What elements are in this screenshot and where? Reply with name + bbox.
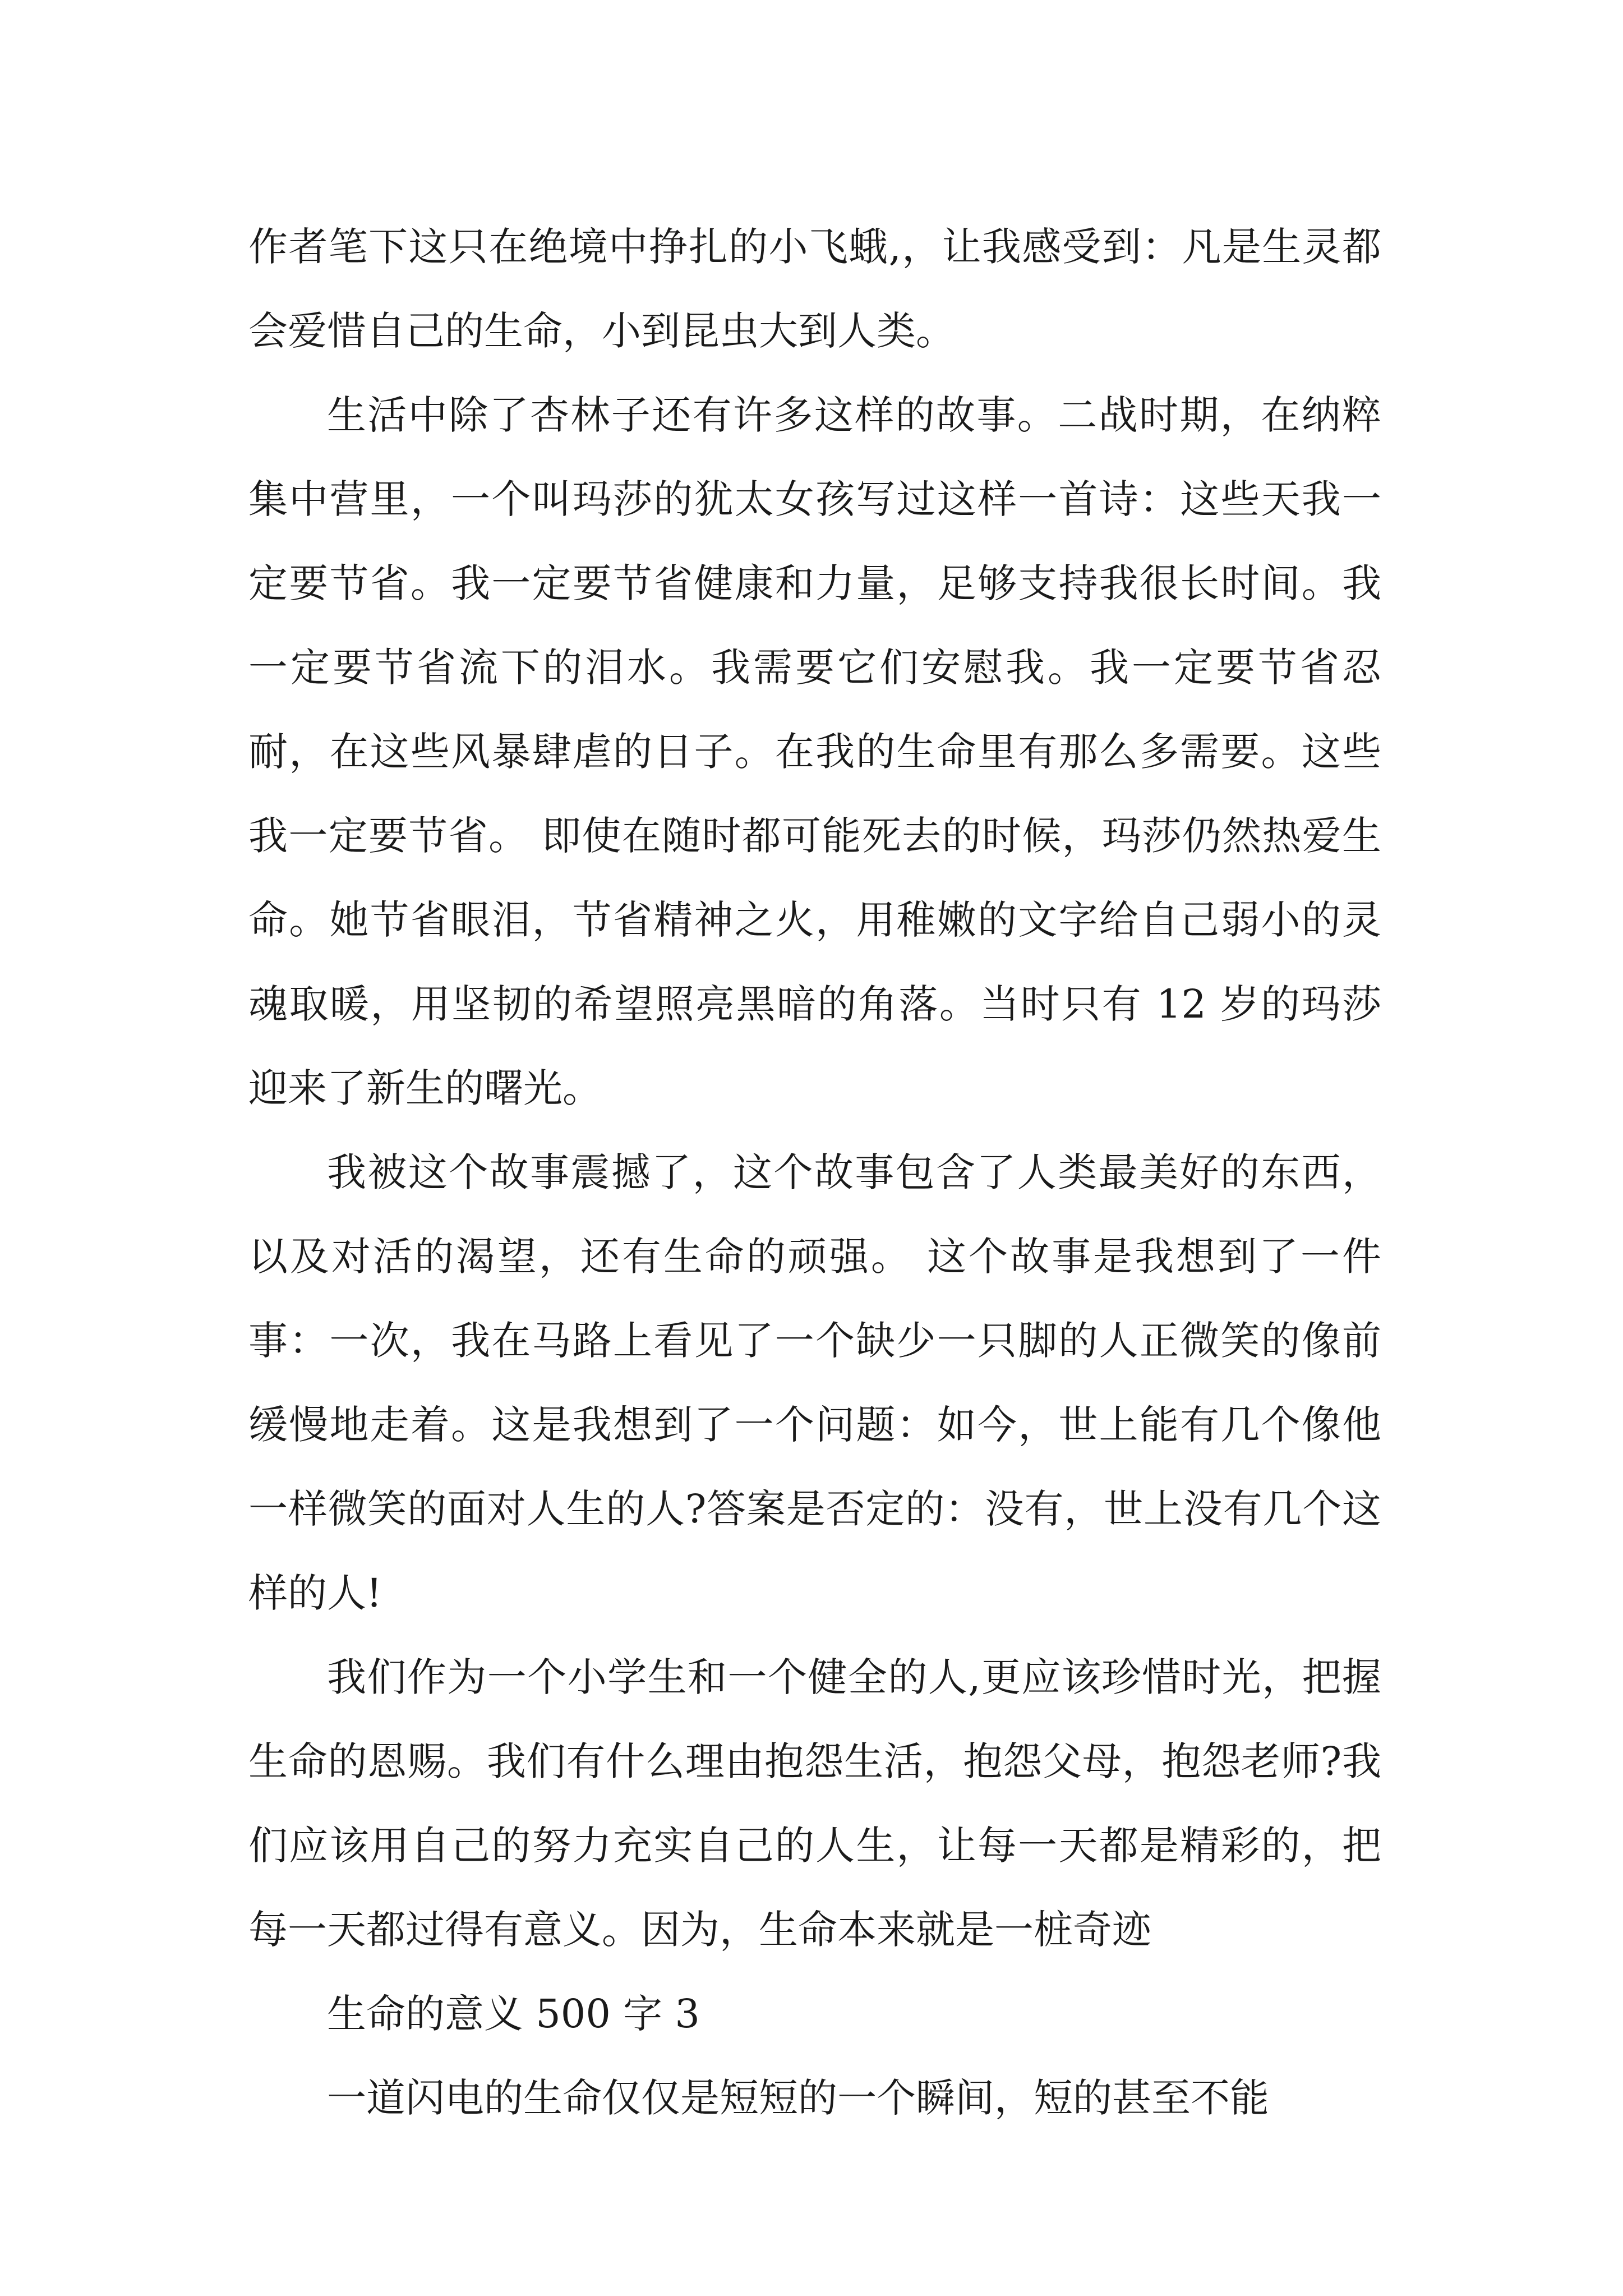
section-heading: 生命的意义 500 字 3 <box>327 1991 700 2037</box>
paragraph-1: 作者笔下这只在绝境中挣扎的小飞蛾,，让我感受到：凡是生灵都会爱惜自己的生命，小到昆虫大到人类。 <box>248 224 1381 354</box>
paragraph-5: 一道闪电的生命仅仅是短短的一个瞬间，短的甚至不能 <box>327 2075 1269 2121</box>
paragraph-3: 我被这个故事震撼了，这个故事包含了人类最美好的东西，以及对活的渴望，还有生命的顽强。 这个故事是我想到了一件事：一次，我在马路上看见了一个缺少一只脚的人正微笑的像前缓慢地走着。这是我想到了一个问题：如今，世上能有几个像他一样微笑的面对人生的人?答案是否定的：没有，世上没有几个这样的人! <box>248 1149 1381 1616</box>
paragraph-2: 生活中除了杏林子还有许多这样的故事。二战时期，在纳粹集中营里，一个叫玛莎的犹太女孩写过这样一首诗：这些天我一定要节省。我一定要节省健康和力量，足够支持我很长时间。我一定要节省流下的泪水。我需要它们安慰我。我一定要节省忍耐，在这些风暴肆虐的日子。在我的生命里有那么多需要。这些我一定要节省。 即使在随时都可能死去的时候，玛莎仍然热爱生命。她节省眼泪，节省精神之火，用稚嫩的文字给自己弱小的灵魂取暖，用坚韧的希望照亮黑暗的角落。当时只有 12 岁的玛莎迎来了新生的曙光。 <box>248 392 1381 1111</box>
document-body <box>248 205 1381 2140</box>
paragraph-4: 我们作为一个小学生和一个健全的人,更应该珍惜时光，把握生命的恩赐。我们有什么理由抱怨生活，抱怨父母，抱怨老师?我们应该用自己的努力充实自己的人生，让每一天都是精彩的，把每一天都过得有意义。因为，生命本来就是一桩奇迹 <box>248 1654 1381 1953</box>
